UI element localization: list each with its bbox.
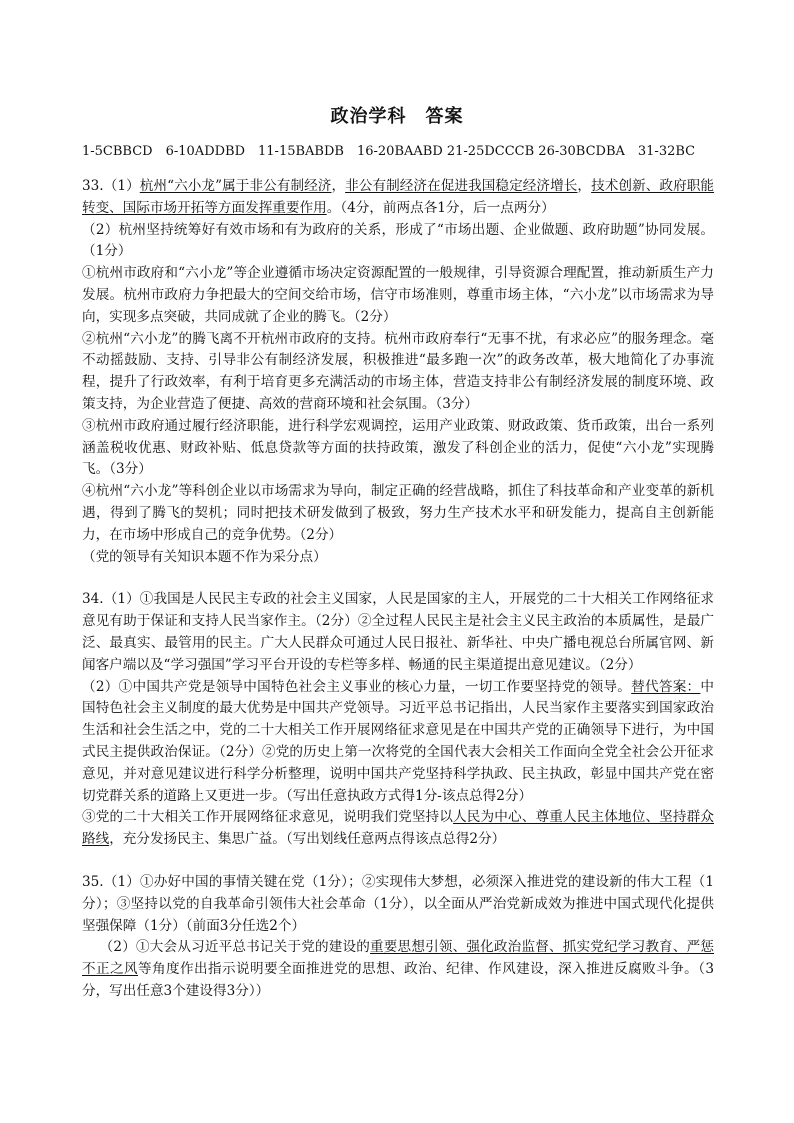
q33-note: （党的领导有关知识本题不作为采分点） bbox=[82, 548, 327, 565]
question-34 bbox=[82, 589, 714, 851]
q33-part1-sep-2: ， bbox=[577, 178, 592, 194]
page-title: 政治学科 答案 bbox=[330, 106, 464, 127]
spacer bbox=[82, 851, 714, 872]
q34-part2-body: 中国特色社会主义制度的最大优势是中国共产党领导。习近平总书记指出，人民当家作主要落实到国家政治生活和社会生活之中，党的二十大相关工作开展网络征求意见是在中国共产党的正确领导下进行，为中国式民主提供政治保证。（2分）②党的历史上第一次将党的全国代表大会相关工作面向全党全社会公开征求意见，并对意见建议进行科学分析整理，说明中国共产党坚持科学执政、民主执政，彰显中国共产党在密切党群关系的道路上又更进一步。（写出任意执政方式得1分-该点总得2分） bbox=[82, 678, 714, 804]
question-33 bbox=[82, 176, 714, 568]
q33-underline-2: 非公有制经济在促进我国稳定经济增长 bbox=[345, 178, 578, 194]
q33-underline-1: 杭州“六小龙”属于非公有制经济 bbox=[139, 178, 332, 194]
q34-underline-keypoints: 人民为中心、尊重人民主体地位、坚持群众路线 bbox=[82, 809, 715, 848]
q35-part2-lead: （2）①大会从习近平总书记关于党的建设的 bbox=[99, 939, 371, 956]
q35-underline-keypoints: 重要思想引领、强化政治监督、抓实党纪学习教育、严惩不正之风 bbox=[82, 939, 714, 978]
q34-part2 bbox=[82, 677, 714, 808]
q34-part2-lead: （2）①中国共产党是领导中国特色社会主义事业的核心力量，一切工作要坚持党的领导。 bbox=[82, 678, 632, 695]
answer-body bbox=[82, 176, 714, 1003]
q35-part2-tail: 等角度作出指示说明要全面推进党的思想、政治、纪律、作风建设，深入推进反腐败斗争。（3分，写出任意3个建设得3分）） bbox=[82, 961, 714, 999]
q33-part1-sep-1: ， bbox=[331, 178, 346, 194]
q35-part2 bbox=[82, 937, 714, 1002]
q33-point-2: ②杭州“六小龙”的腾飞离不开杭州市政府的支持。杭州市政府奉行“无事不扰，有求必应”的服务理念。毫不动摇鼓励、支持、引导非公有制经济发展，积极推进“最多跑一次”的政务改革，极大地简化了办事流程，提升了行政效率，有利于培育更多充满活动的市场主体，营造支持非公有制经济发展的制度环境、政策支持，为企业营造了便捷、高效的营商环境和社会氛围。（3分） bbox=[82, 330, 714, 412]
q33-underline-3: 技术创新、政府职能转变、国际市场开拓等方面发挥重要作用 bbox=[82, 178, 715, 216]
q34-part1: 34.（1）①我国是人民民主专政的社会主义国家，人民是国家的主人，开展党的二十大相关工作网络征求意见有助于保证和支持人民当家作主。（2分）②全过程人民民主是社会主义民主政治的本质属性，是最广泛、最真实、最管用的民主。广大人民群众可通过人民日报社、新华社、中央广播电视总台所属官网、新闻客户端以及“学习强国”学习平台开设的专栏等多样、畅通的民主渠道提出意见建议。（2分） bbox=[82, 591, 714, 673]
q33-part1-score: 。（4分，前两点各1分，后一点两分） bbox=[326, 199, 555, 216]
q33-part2-intro: （2）杭州坚持统筹好有效市场和有为政府的关系，形成了“市场出题、企业做题、政府助题”协同发展。（1分） bbox=[82, 221, 714, 260]
q35-part1: 35.（1）①办好中国的事情关键在党（1分）；②实现伟大梦想，必须深入推进党的建设新的伟大工程（1分）；③坚持以党的自我革命引领伟大社会革命（1分），以全面从严治党新成效为推进中国式现代化提供坚强保障（1分）（前面3分任选2个） bbox=[82, 873, 714, 934]
q34-point3-tail: ，充分发扬民主、集思广益。（写出划线任意两点得该点总得2分） bbox=[109, 831, 506, 848]
q34-point3-lead: ③党的二十大相关工作开展网络征求意见，说明我们党坚持以 bbox=[82, 809, 454, 826]
q33-part1 bbox=[82, 176, 714, 220]
q33-point-1: ①杭州市政府和“六小龙”等企业遵循市场决定资源配置的一般规律，引导资源合理配置，推动新质生产力发展。杭州市政府力争把最大的空间交给市场，信守市场准则，尊重市场主体，“六小龙”以市场需求为导向，实现多点突破，共同成就了企业的腾飞。（2分） bbox=[82, 265, 714, 325]
question-35 bbox=[82, 872, 714, 1003]
q33-part1-label: 33.（1） bbox=[82, 178, 140, 194]
q34-part2-point-3 bbox=[82, 807, 714, 851]
q33-point-3: ③杭州市政府通过履行经济职能，进行科学宏观调控，运用产业政策、财政政策、货币政策，出台一系列涵盖税收优惠、财政补贴、低息贷款等方面的扶持政策，激发了科创企业的活力，促使“六小龙”实现腾飞。（3分） bbox=[82, 417, 714, 478]
spacer bbox=[82, 568, 714, 589]
q34-alternative-answer-label: 替代答案： bbox=[631, 678, 701, 695]
q33-point-4: ④杭州“六小龙”等科创企业以市场需求为导向，制定正确的经营战略，抓住了科技革命和产业变革的新机遇，得到了腾飞的契机；同时把技术研发做到了极致，努力生产技术水平和研发能力，提高自主创新能力，在市场中形成自己的竞争优势。（2分） bbox=[82, 483, 714, 543]
multiple-choice-answers: 1-5CBBCD 6-10ADDBD 11-15BABDB 16-20BAABD 21-25DCCCB 26-30BCDBA 31-32BC bbox=[82, 144, 696, 159]
